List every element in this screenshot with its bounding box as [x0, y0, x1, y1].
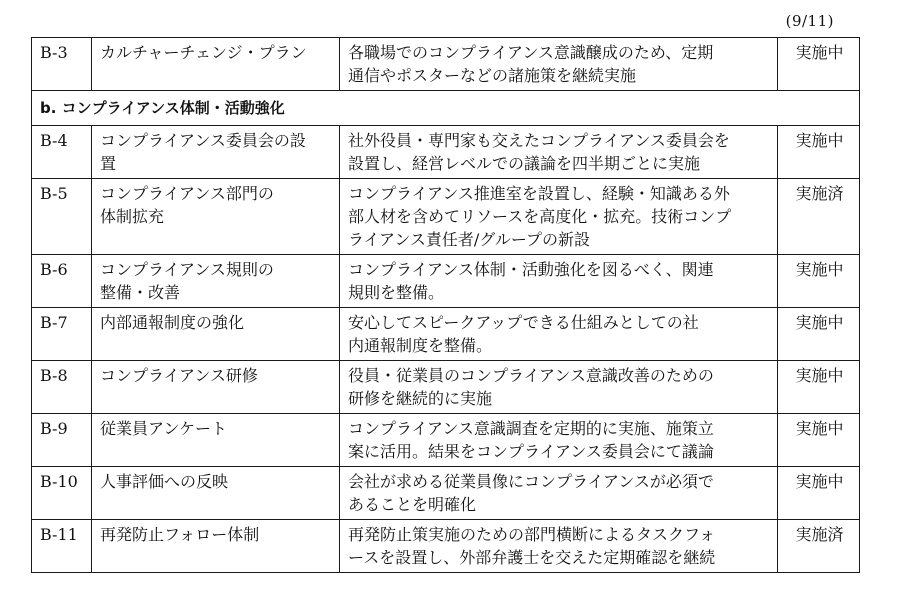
status-cell: 実施済	[778, 179, 860, 255]
measure-title	[92, 179, 340, 255]
status-cell: 実施中	[778, 38, 860, 91]
measure-description	[340, 467, 778, 520]
measure-title	[92, 414, 340, 467]
measure-title	[92, 361, 340, 414]
status-cell: 実施済	[778, 520, 860, 573]
page-number: (9/11)	[785, 12, 834, 30]
status-cell: 実施中	[778, 308, 860, 361]
measure-description-line: 研修を継続的に実施	[348, 389, 493, 408]
measure-description	[340, 520, 778, 573]
table-row	[32, 467, 860, 520]
table-row	[32, 38, 860, 91]
measure-title-line: 置	[100, 154, 117, 173]
measure-description-line: 設置し、経営レベルでの議論を四半期ごとに実施	[348, 154, 701, 173]
measure-title-line: 従業員アンケート	[100, 419, 228, 438]
measure-id: B-4	[32, 126, 92, 179]
measure-id: B-10	[32, 467, 92, 520]
measure-description-line: 案に活用。結果をコンプライアンス委員会にて議論	[348, 442, 714, 461]
measure-title-line: 体制拡充	[100, 207, 165, 226]
measure-title-line: 再発防止フォロー体制	[100, 525, 260, 544]
measure-title-line: 内部通報制度の強化	[100, 313, 245, 332]
table-row	[32, 255, 860, 308]
measure-title-line: コンプライアンス部門の	[100, 184, 274, 203]
measure-id: B-8	[32, 361, 92, 414]
measure-title	[92, 255, 340, 308]
measure-id: B-7	[32, 308, 92, 361]
measure-description-line: ライアンス責任者/グループの新設	[348, 230, 591, 249]
measure-title	[92, 467, 340, 520]
measure-title-line: コンプライアンス研修	[100, 366, 258, 385]
measure-description-line: 会社が求める従業員像にコンプライアンスが必須で	[348, 472, 714, 491]
measure-description	[340, 361, 778, 414]
measure-description	[340, 308, 778, 361]
table-row	[32, 520, 860, 573]
status-cell: 実施中	[778, 255, 860, 308]
measure-title	[92, 520, 340, 573]
measure-description-line: あることを明確化	[348, 495, 477, 514]
measure-title-line: コンプライアンス委員会の設	[100, 131, 306, 150]
section-heading: b. コンプライアンス体制・活動強化	[32, 91, 860, 126]
measure-description	[340, 179, 778, 255]
measure-description-line: 部人材を含めてリソースを高度化・拡充。技術コンプ	[348, 207, 732, 226]
table-row	[32, 308, 860, 361]
table-row	[32, 126, 860, 179]
status-cell: 実施中	[778, 467, 860, 520]
measure-description	[340, 38, 778, 91]
measures-table	[31, 37, 860, 573]
measure-description-line: 役員・従業員のコンプライアンス意識改善のための	[348, 366, 714, 385]
status-cell: 実施中	[778, 126, 860, 179]
measure-title-line: 整備・改善	[100, 283, 181, 302]
measure-description-line: 安心してスピークアップできる仕組みとしての社	[348, 313, 699, 332]
table-row	[32, 361, 860, 414]
measure-title-line: 人事評価への反映	[100, 472, 229, 491]
measure-title	[92, 126, 340, 179]
measure-title	[92, 308, 340, 361]
measure-title	[92, 38, 340, 91]
measure-description-line: 再発防止策実施のための部門横断によるタスクフォ	[348, 525, 716, 544]
table-row	[32, 414, 860, 467]
measures-table-body	[32, 38, 860, 573]
measure-description-line: コンプライアンス意識調査を定期的に実施、施策立	[348, 419, 714, 438]
section-heading-row	[32, 91, 860, 126]
measure-id: B-6	[32, 255, 92, 308]
measure-description	[340, 255, 778, 308]
table-row	[32, 179, 860, 255]
measure-description-line: 内通報制度を整備。	[348, 336, 493, 355]
measure-description	[340, 126, 778, 179]
measure-id: B-11	[32, 520, 92, 573]
status-cell: 実施中	[778, 414, 860, 467]
measure-title-line: カルチャーチェンジ・プラン	[100, 43, 307, 62]
measure-id: B-5	[32, 179, 92, 255]
measure-description-line: 各職場でのコンプライアンス意識醸成のため、定期	[348, 43, 714, 62]
measure-description-line: 通信やポスターなどの諸施策を継続実施	[348, 66, 637, 85]
status-cell: 実施中	[778, 361, 860, 414]
measure-description-line: コンプライアンス推進室を設置し、経験・知識ある外	[348, 184, 730, 203]
measure-id: B-3	[32, 38, 92, 91]
measure-description-line: 規則を整備。	[348, 283, 445, 302]
measure-title-line: コンプライアンス規則の	[100, 260, 274, 279]
measure-description-line: 社外役員・専門家も交えたコンプライアンス委員会を	[348, 131, 730, 150]
measure-description-line: コンプライアンス体制・活動強化を図るべく、関連	[348, 260, 714, 279]
measure-description	[340, 414, 778, 467]
measure-id: B-9	[32, 414, 92, 467]
measure-description-line: ースを設置し、外部弁護士を交えた定期確認を継続	[348, 548, 716, 567]
